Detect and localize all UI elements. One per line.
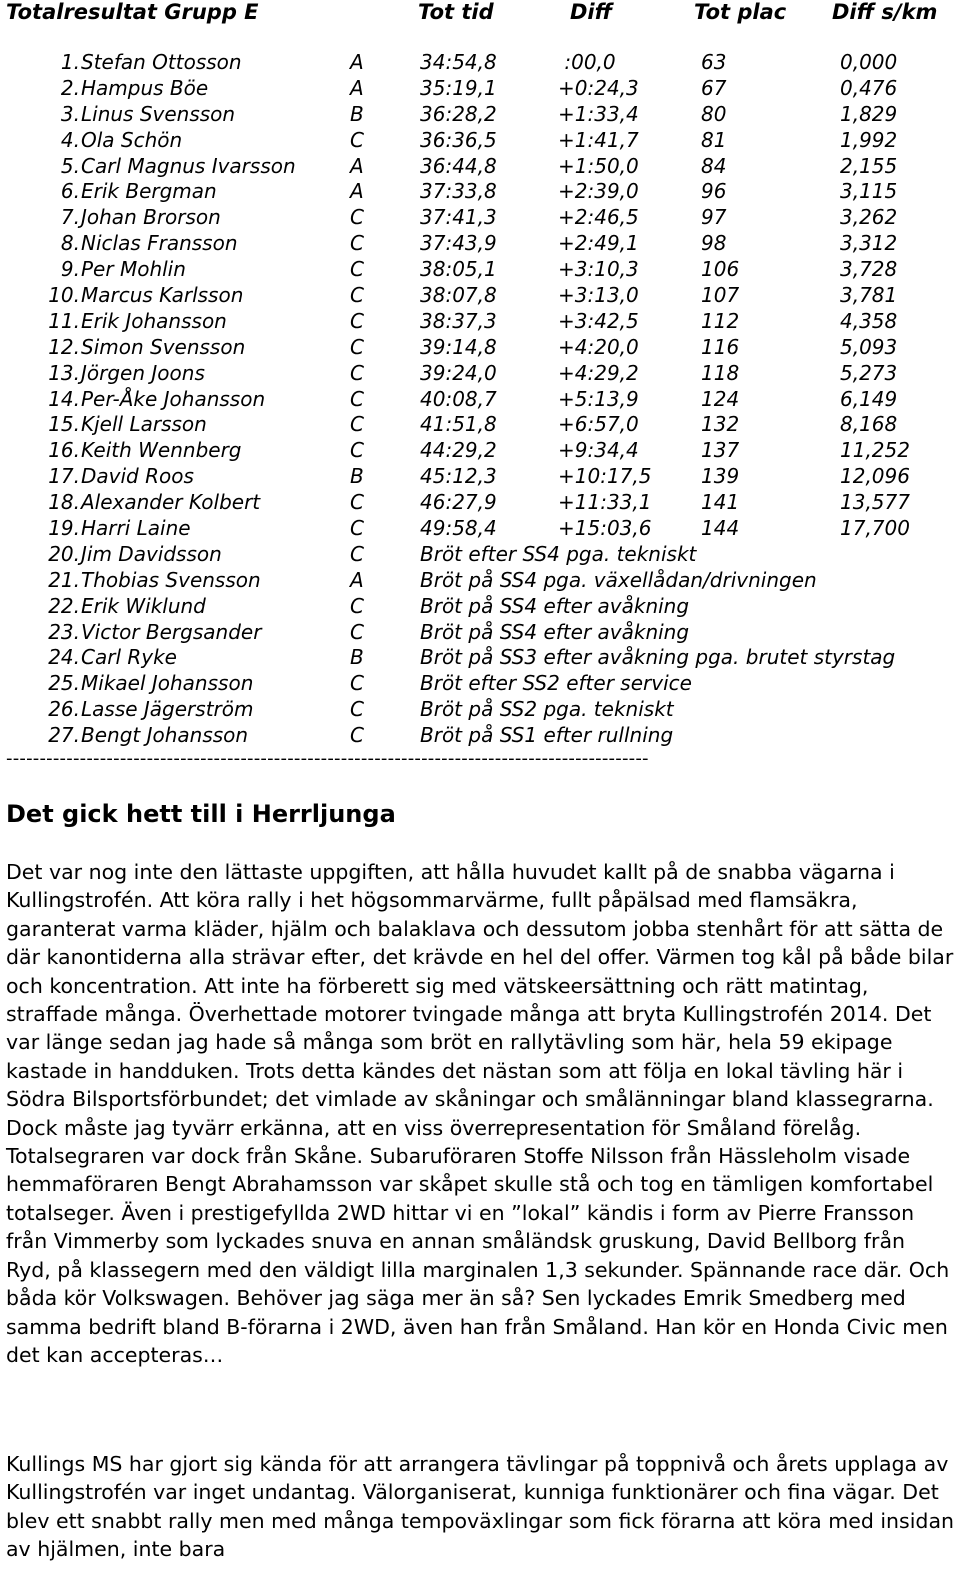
col-diff-skm: Diff s/km [832, 0, 938, 24]
total-time: 36:36,5 [420, 127, 497, 152]
dnf-row [0, 723, 960, 749]
total-time: 36:44,8 [420, 153, 497, 178]
driver-name: Jörgen Joons [81, 360, 205, 385]
retirement-note: Bröt på SS4 efter avåkning [420, 593, 690, 618]
driver-class: A [350, 179, 364, 204]
driver-name: Per-Åke Johansson [81, 386, 266, 411]
diff-per-km: 3,262 [840, 205, 898, 230]
driver-class: C [350, 360, 364, 385]
driver-name: Niclas Fransson [81, 231, 238, 256]
result-position: 8. [60, 231, 80, 256]
driver-name: Stefan Ottosson [81, 50, 242, 74]
driver-class: C [350, 723, 364, 748]
separator-line: ------------------------------------------------------------------------------------------------ [6, 748, 649, 769]
total-placing: 107 [701, 283, 740, 308]
dnf-row [0, 645, 960, 671]
driver-name: Simon Svensson [81, 334, 246, 359]
total-time: 36:28,2 [420, 101, 497, 126]
retirement-note: Bröt på SS2 pga. tekniskt [420, 697, 674, 722]
driver-class: C [350, 231, 364, 256]
dnf-row [0, 568, 960, 594]
time-diff: +2:46,5 [558, 205, 639, 230]
result-position: 10. [48, 283, 80, 308]
result-position: 24. [48, 645, 80, 670]
driver-name: Erik Johansson [81, 308, 227, 333]
result-position: 14. [48, 386, 80, 411]
time-diff: +5:13,9 [558, 386, 639, 411]
result-row [0, 438, 960, 464]
result-position: 22. [48, 593, 80, 618]
time-diff: +4:29,2 [558, 360, 639, 385]
time-diff: +9:34,4 [558, 438, 639, 463]
result-row [0, 205, 960, 231]
total-placing: 96 [701, 179, 727, 204]
driver-name: Per Mohlin [81, 257, 186, 282]
result-row [0, 179, 960, 205]
total-placing: 141 [701, 490, 740, 515]
diff-per-km: 0,000 [840, 50, 898, 74]
driver-class: C [350, 334, 364, 359]
driver-class: C [350, 593, 364, 618]
result-position: 2. [60, 75, 80, 100]
result-position: 15. [48, 412, 80, 437]
result-position: 18. [48, 490, 80, 515]
driver-name: Carl Ryke [81, 645, 177, 670]
driver-name: Linus Svensson [81, 101, 236, 126]
article-paragraph: Kullings MS har gjort sig kända för att arrangera tävlingar på toppnivå och årets upplaga av Kullingstrofén var inget undantag. Välorganiserat, kunniga funktionärer och fina vägar. Det blev ett snabbt rally men med många tempoväxlingar som fick förarna att köra med insidan av hjälmen, inte bara [6, 1452, 954, 1562]
col-tot-plac: Tot plac [694, 0, 787, 24]
total-placing: 139 [701, 464, 740, 489]
driver-name: Bengt Johansson [81, 723, 249, 748]
driver-name: Harri Laine [81, 516, 191, 541]
result-row [0, 361, 960, 387]
total-time: 38:37,3 [420, 308, 497, 333]
col-tot-tid: Tot tid [418, 0, 494, 24]
driver-class: C [350, 619, 364, 644]
article-paragraph: Det var nog inte den lättaste uppgiften, att hålla huvudet kallt på de snabba vägarna i Kullingstrofén. Att köra rally i het högsommarvärme, fullt påpälsad med flamsäkra, garanterat varma kläder, hjälm och balaklava och dessutom jobba stenhårt för att sätta de där kanontiderna alla strävar efter, det krävde en hel del offer. Värmen tog kål på både bilar och koncentration. Att inte ha förberett sig med vätskeersättning och rätt matintag, straffade många. Överhettade motorer tvingade många att bryta Kullingstrofén 2014. Det var länge sedan jag hade så många som bröt en rallytävling som här, hela 59 ekipage kastade in handduken. Trots detta kändes det nästan som att följa en lokal tävling här i Södra Bilsportsförbundet; det vimlade av skåningar och smålänningar bland klassegrarna. Dock måste jag tyvärr erkänna, att en viss överrepresentation för Småland förelåg. Totalsegraren var dock från Skåne. Subaruföraren Stoffe Nilsson från Hässleholm visade hemmaföraren Bengt Abrahamsson var skåpet skulle stå och tog en tämligen komfortabel totalseger. Även i prestigefyllda 2WD hittar vi en ”lokal” kändis i form av Pierre Fransson från Vimmerby som lyckades snuva en annan småländsk gruskung, David Bellborg från Ryd, på klassegern med den väldigt lilla marginalen 1,3 sekunder. Spännande race där. Och båda kör Volkswagen. Behöver jag säga mer än så? Sen lyckades Emrik Smedberg med samma bedrift bland B-förarna i 2WD, även han från Småland. Han kör en Honda Civic men det kan accepteras… [6, 860, 954, 1367]
driver-class: C [350, 438, 364, 463]
diff-per-km: 3,115 [840, 179, 898, 204]
driver-class: C [350, 257, 364, 282]
driver-class: C [350, 541, 364, 566]
dnf-row [0, 671, 960, 697]
result-position: 23. [48, 619, 80, 644]
driver-name: Kjell Larsson [81, 412, 207, 437]
driver-class: A [350, 153, 364, 178]
total-time: 39:24,0 [420, 360, 497, 385]
result-position: 6. [60, 179, 80, 204]
total-time: 38:05,1 [420, 257, 497, 282]
diff-per-km: 5,093 [840, 334, 898, 359]
total-placing: 118 [701, 360, 740, 385]
total-placing: 63 [701, 50, 727, 74]
total-time: 37:33,8 [420, 179, 497, 204]
total-time: 46:27,9 [420, 490, 497, 515]
diff-per-km: 6,149 [840, 386, 898, 411]
driver-class: A [350, 75, 364, 100]
result-row [0, 464, 960, 490]
result-row [0, 387, 960, 413]
retirement-note: Bröt på SS1 efter rullning [420, 723, 674, 748]
diff-per-km: 3,781 [840, 283, 898, 308]
driver-name: Keith Wennberg [81, 438, 242, 463]
driver-name: Alexander Kolbert [81, 490, 261, 515]
time-diff: :00,0 [558, 50, 616, 74]
diff-per-km: 12,096 [840, 464, 910, 489]
result-row [0, 154, 960, 180]
total-placing: 112 [701, 308, 740, 333]
driver-name: Johan Brorson [81, 205, 221, 230]
result-position: 27. [48, 723, 80, 748]
total-time: 38:07,8 [420, 283, 497, 308]
driver-name: Marcus Karlsson [81, 283, 244, 308]
total-time: 45:12,3 [420, 464, 497, 489]
time-diff: +11:33,1 [558, 490, 652, 515]
dnf-row [0, 697, 960, 723]
result-row [0, 231, 960, 257]
driver-name: Victor Bergsander [81, 619, 262, 644]
total-time: 35:19,1 [420, 75, 497, 100]
driver-name: Hampus Böe [81, 75, 209, 100]
driver-name: David Roos [81, 464, 194, 489]
col-diff: Diff [570, 0, 613, 24]
time-diff: +6:57,0 [558, 412, 639, 437]
time-diff: +1:50,0 [558, 153, 639, 178]
diff-per-km: 2,155 [840, 153, 898, 178]
driver-class: C [350, 386, 364, 411]
diff-per-km: 8,168 [840, 412, 898, 437]
dnf-row [0, 542, 960, 568]
retirement-note: Bröt efter SS2 efter service [420, 671, 692, 696]
article-title: Det gick hett till i Herrljunga [6, 800, 396, 828]
total-placing: 81 [701, 127, 727, 152]
diff-per-km: 0,476 [840, 75, 898, 100]
driver-class: C [350, 671, 364, 696]
result-position: 16. [48, 438, 80, 463]
result-position: 13. [48, 360, 80, 385]
result-position: 17. [48, 464, 80, 489]
time-diff: +2:39,0 [558, 179, 639, 204]
diff-per-km: 3,728 [840, 257, 898, 282]
diff-per-km: 13,577 [840, 490, 910, 515]
driver-class: C [350, 283, 364, 308]
total-time: 37:41,3 [420, 205, 497, 230]
time-diff: +1:33,4 [558, 101, 639, 126]
total-placing: 67 [701, 75, 727, 100]
driver-class: A [350, 567, 364, 592]
total-time: 49:58,4 [420, 516, 497, 541]
time-diff: +10:17,5 [558, 464, 652, 489]
result-position: 3. [60, 101, 80, 126]
result-position: 7. [60, 205, 80, 230]
total-placing: 124 [701, 386, 740, 411]
total-time: 41:51,8 [420, 412, 497, 437]
result-position: 20. [48, 541, 80, 566]
result-row [0, 257, 960, 283]
dnf-row [0, 620, 960, 646]
total-placing: 106 [701, 257, 740, 282]
time-diff: +3:42,5 [558, 308, 639, 333]
driver-name: Erik Bergman [81, 179, 217, 204]
driver-name: Jim Davidsson [81, 541, 222, 566]
result-row [0, 50, 960, 76]
total-time: 37:43,9 [420, 231, 497, 256]
result-position: 1. [60, 50, 80, 74]
result-position: 5. [60, 153, 80, 178]
result-row [0, 283, 960, 309]
result-position: 26. [48, 697, 80, 722]
result-row [0, 102, 960, 128]
total-placing: 84 [701, 153, 727, 178]
result-position: 19. [48, 516, 80, 541]
result-row [0, 412, 960, 438]
driver-name: Lasse Jägerström [81, 697, 254, 722]
driver-class: B [350, 101, 364, 126]
total-time: 34:54,8 [420, 50, 497, 74]
result-position: 9. [60, 257, 80, 282]
diff-per-km: 4,358 [840, 308, 898, 333]
time-diff: +0:24,3 [558, 75, 639, 100]
driver-class: A [350, 50, 364, 74]
driver-class: B [350, 464, 364, 489]
total-placing: 132 [701, 412, 740, 437]
driver-class: C [350, 205, 364, 230]
total-placing: 116 [701, 334, 740, 359]
result-position: 4. [60, 127, 80, 152]
result-position: 11. [48, 308, 80, 333]
result-row [0, 309, 960, 335]
driver-name: Ola Schön [81, 127, 183, 152]
total-placing: 80 [701, 101, 727, 126]
time-diff: +4:20,0 [558, 334, 639, 359]
results-title: Totalresultat Grupp E [6, 0, 259, 24]
driver-name: Mikael Johansson [81, 671, 254, 696]
diff-per-km: 1,992 [840, 127, 898, 152]
driver-class: C [350, 308, 364, 333]
driver-name: Carl Magnus Ivarsson [81, 153, 296, 178]
time-diff: +3:13,0 [558, 283, 639, 308]
diff-per-km: 1,829 [840, 101, 898, 126]
results-header [0, 0, 960, 26]
result-position: 12. [48, 334, 80, 359]
retirement-note: Bröt efter SS4 pga. tekniskt [420, 541, 697, 566]
total-placing: 137 [701, 438, 740, 463]
driver-name: Erik Wiklund [81, 593, 206, 618]
driver-name: Thobias Svensson [81, 567, 261, 592]
total-time: 40:08,7 [420, 386, 497, 411]
driver-class: C [350, 697, 364, 722]
total-placing: 144 [701, 516, 740, 541]
result-row [0, 516, 960, 542]
time-diff: +3:10,3 [558, 257, 639, 282]
driver-class: C [350, 127, 364, 152]
total-time: 44:29,2 [420, 438, 497, 463]
result-row [0, 490, 960, 516]
diff-per-km: 5,273 [840, 360, 898, 385]
retirement-note: Bröt på SS4 efter avåkning [420, 619, 690, 644]
total-placing: 97 [701, 205, 727, 230]
driver-class: C [350, 412, 364, 437]
total-placing: 98 [701, 231, 727, 256]
result-position: 21. [48, 567, 80, 592]
total-time: 39:14,8 [420, 334, 497, 359]
time-diff: +15:03,6 [558, 516, 652, 541]
time-diff: +2:49,1 [558, 231, 639, 256]
result-row [0, 76, 960, 102]
time-diff: +1:41,7 [558, 127, 639, 152]
diff-per-km: 3,312 [840, 231, 898, 256]
results-table [0, 50, 960, 749]
diff-per-km: 11,252 [840, 438, 910, 463]
driver-class: C [350, 516, 364, 541]
dnf-row [0, 594, 960, 620]
driver-class: C [350, 490, 364, 515]
result-position: 25. [48, 671, 80, 696]
result-row [0, 128, 960, 154]
retirement-note: Bröt på SS3 efter avåkning pga. brutet styrstag [420, 645, 896, 670]
retirement-note: Bröt på SS4 pga. växellådan/drivningen [420, 567, 817, 592]
diff-per-km: 17,700 [840, 516, 910, 541]
driver-class: B [350, 645, 364, 670]
result-row [0, 335, 960, 361]
